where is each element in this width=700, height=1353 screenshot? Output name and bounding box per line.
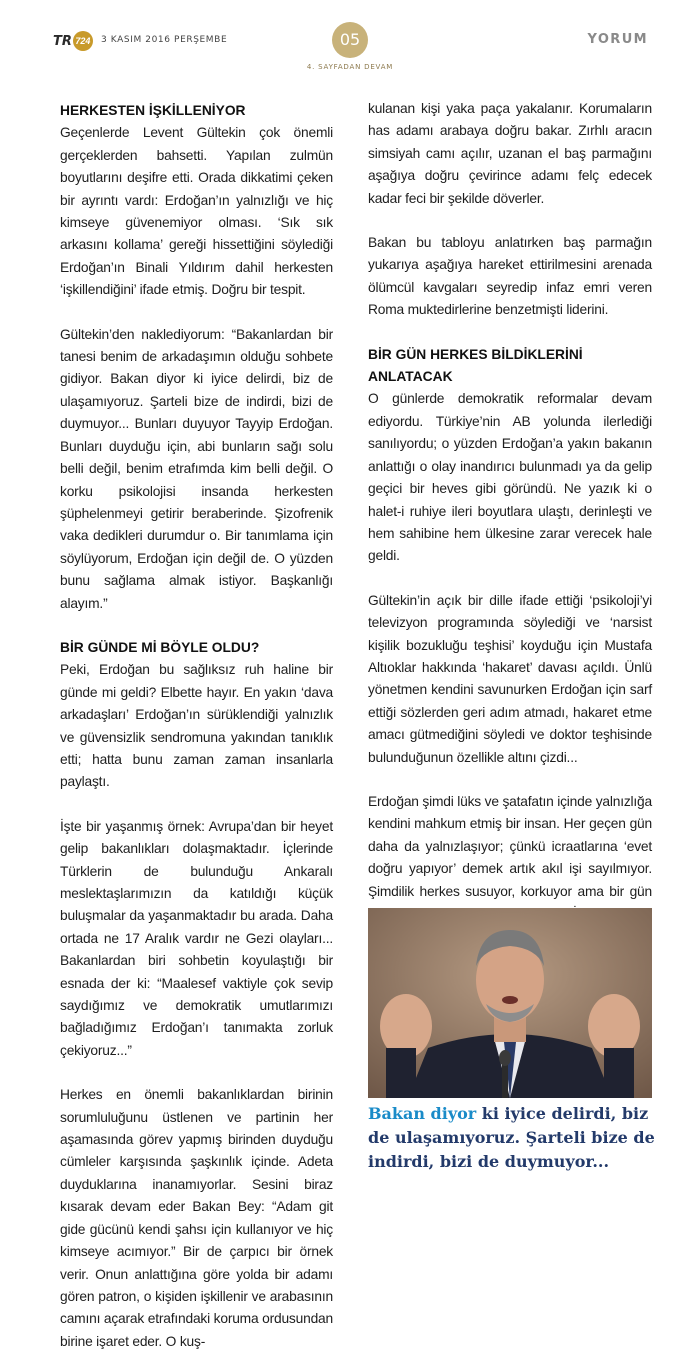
paragraph: Gültekin’in açık bir dille ifade ettiği ‘psikoloji’yi televizyon programında söylediği ve ‘narsist kişilik bozukluğu teşhisi’ koyduğu için Mustafa Altıoklar hakkında ‘hakaret’ davası açıldı. Ünlü yönetmen kendini savunurken Erdoğan için sarf ettiği sözlerden geri adım atmadı, hakaret etme amacı gütmediğini söyledi ve doktor teşhisinde bulunduğunun özellikle altını çizdi... bbox=[368, 592, 652, 765]
article-photo bbox=[368, 908, 652, 1098]
paragraph: kulanan kişi yaka paça yakalanır. Korumaların has adamı arabaya doğru bakar. Zırhlı aracın simsiyah camı açılır, uzanan el baş parmağını aşağıya doğru çevirince adamı felç edecek kadar feci bir şekilde döverler. bbox=[368, 101, 652, 206]
subheading: BİR GÜNDE Mİ BÖYLE OLDU? bbox=[60, 639, 260, 655]
page-header bbox=[0, 0, 700, 90]
section-label: YORUM bbox=[587, 32, 648, 47]
paragraph: Bakan bu tabloyu anlatırken baş parmağın yukarıya aşağıya hareket ettirilmesini arenada ölümcül kavgaları seyredip infaz emri veren Roma muktedirlerine benzetmişti liderini. bbox=[368, 235, 652, 318]
paragraph: O günlerde demokratik reformalar devam ediyordu. Türkiye’nin AB yolunda ilerlediği sanılıyordu; o yüzden Erdoğan’a yakın bakanın anlattığı o olay inandırıcı bulunmadı ya da gelip geçici bir heves gibi göründü. Ne yazık ki o halet-i ruhiye ileri boyutlara ulaştı, derinleşti ve hem sahibine hem ülkesine zarar verecek hale geldi. bbox=[368, 391, 652, 564]
paragraph: Geçenlerde Levent Gültekin çok önemli gerçeklerden bahsetti. Yapılan zulmün boyutlarını deşifre etti. Orada dikkatimi çeken bir ayrıntı vardı: Erdoğan’ın yalnızlığı ve hiç kimseye güvenemiyor olması. ‘Sık sık arkasını kollama’ gereği hissettiğini söylediği Erdoğan’ın Binali Yıldırım dahil herkesten ‘işkillendiğini’ ifade etmiş. Doğru bir tespit. bbox=[60, 125, 333, 298]
article-column-left bbox=[60, 100, 333, 1353]
paragraph: Erdoğan şimdi lüks ve şatafatın içinde yalnızlığa kendini mahkum etmiş bir insan. Her geçen gün daha da yalnızlaşıyor; çünkü icraatlarına ‘evet doğru yapıyor’ demek artık akıl işi sayılmıyor. Şimdilik herkes susuyor, korkuyor ama bir gün bbox=[368, 793, 652, 899]
logo-tr-text: TR bbox=[53, 33, 72, 49]
paragraph: Herkes en önemli bakanlıklardan birinin sorumluluğunu üstlenen ve partinin her aşamasında görev yapmış birinden duyduğu cümleler karşısında şaşkınlık içinde. Adeta duyduklarına inanamıyorlar. Sesini biraz kısarak devam eder Bakan Bey: “Adam git gide gücünü kendi şahsı için kullanıyor ve hiç kimseye acımıyor.” Bir de çarpıcı bir örnek verir. Onun anlattığına göre yolda bir adamı gören patron, o kişiden işkillenir ve arabasının camını açarak etrafındaki koruma ordusundan birine işaret eder. O kuş- bbox=[60, 1087, 333, 1349]
logo-badge: 724 bbox=[73, 31, 93, 51]
article-column-right bbox=[368, 98, 652, 970]
speaker-photo-illustration bbox=[368, 908, 652, 1098]
paragraph: İşte bir yaşanmış örnek: Avrupa’dan bir heyet gelip bakanlıkları dolaşmaktadır. İçlerinde Türklerin de bulunduğu Ankaralı meslektaşlarımızın da katıldığı küçük buluşmalar da yaşanmaktadır bu arada. Daha ortada ne 17 Aralık vardır ne Gezi olayları... Bakanlardan biri sohbetin koyulaştığı bir esnada der ki: “Maalesef vaktiyle çok sevip saydığımız ve demokratik umutlarımızı bağladığımız Erdoğan’ı tanımakta zorluk çekiyoruz...” bbox=[60, 818, 333, 1058]
newspaper-logo bbox=[53, 30, 93, 52]
paragraph: Peki, Erdoğan bu sağlıksız ruh haline bir günde mi geldi? Elbette hayır. En yakın ‘dava arkadaşları’ Erdoğan’ın sürüklendiği yalnızlık ve güvensizlik sendromuna yakından tanıklık etti; hatta bunu zaman zaman insanlarla paylaştı. bbox=[60, 662, 333, 790]
paragraph: Gültekin’den naklediyorum: “Bakanlardan bir tanesi benim de arkadaşımın olduğu sohbete gidiyor. Bakan diyor ki iyice delirdi, biz de ulaşamıyoruz. Şarteli bize de indirdi, bizi de duymuyor... Bunları duyuyor Tayyip Erdoğan. Bunları duyduğu için, abi bunların sağı solu belli değil, benim etrafımda kim belli değil. O korku psikolojisi insanda herkesten şüphelenmeyi getirir beraberinde. Şizofrenik vaka dedikleri durumdur o. Bir tanımlama için söylüyorum, Erdoğan için değil de. O yüzden bunu sağlama almak istiyor. Başkanlığı alayım.” bbox=[60, 326, 333, 611]
pull-quote-highlight: Bakan diyor bbox=[368, 1104, 477, 1123]
pull-quote-text: ki iyice delirdi, biz de ulaşamıyoruz. Şarteli bize de indirdi, bizi de duymuyor... bbox=[368, 1104, 655, 1171]
issue-date: 3 KASIM 2016 PERŞEMBE bbox=[101, 35, 228, 45]
subheading: HERKESTEN İŞKİLLENİYOR bbox=[60, 103, 246, 118]
continued-from-label: 4. SAYFADAN DEVAM bbox=[306, 63, 394, 71]
page-number: 05 bbox=[332, 22, 368, 58]
pull-quote bbox=[368, 1102, 658, 1174]
subheading: BİR GÜN HERKES BİLDİKLERİNİ ANLATACAK bbox=[368, 346, 583, 385]
